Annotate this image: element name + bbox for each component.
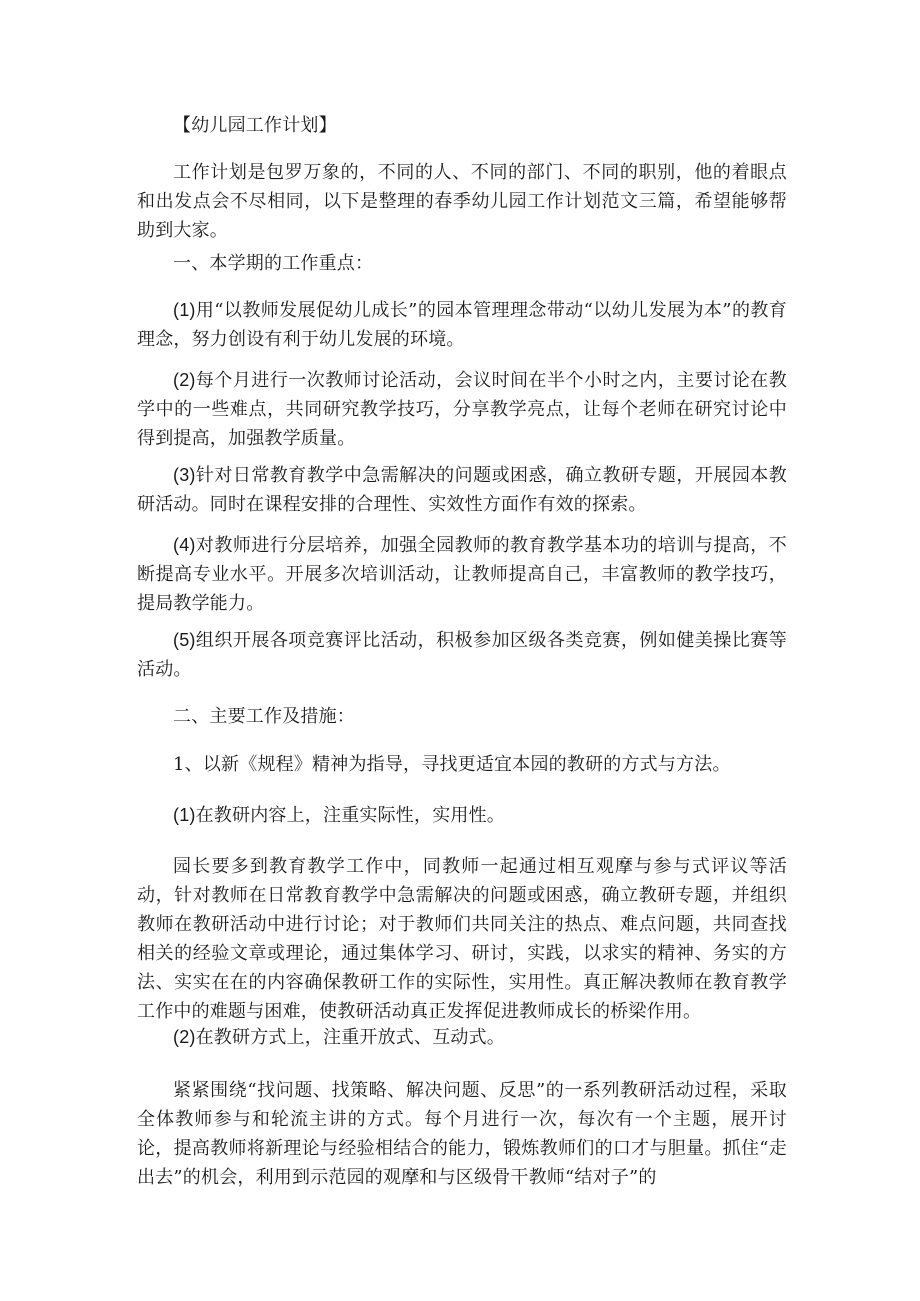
item-text: 每个月进行一次教师讨论活动，会议时间在半个小时之内，主要讨论在教学中的一些难点，共同研究教学技巧，分享教学亮点，让每个老师在研究讨论中得到提高，加强教学质量。 (137, 370, 787, 449)
document-title: 【幼儿园工作计划】 (173, 115, 337, 136)
content-paragraph: 园长要多到教育教学工作中，同教师一起通过相互观摩与参与式评议等活动，针对教师在日常教育教学中急需解决的问题或困惑，确立教研专题，并组织教师在教研活动中进行讨论；对于教师们共同关注的热点、难点问题，共同查找相关的经验文章或理论，通过集体学习、研讨，实践，以求实的精神、务实的方法、实实在在的内容确保教研工作的实际性，实用性。真正解决教师在教育教学工作中的难题与困难，使教研活动真正发挥促进教师成长的桥梁作用。 (137, 856, 787, 1022)
item-text: 用“以教师发展促幼儿成长”的园本管理理念带动“以幼儿发展为本”的教育理念，努力创设有利于幼儿发展的环境。 (137, 300, 787, 350)
section-heading-1: 一、本学期的工作重点： (173, 253, 374, 274)
sub-heading-1: 1、以新《规程》精神为指导，寻找更适宜本园的教研的方式与方法。 (173, 754, 731, 775)
item-text: 在教研内容上，注重实际性，实用性。 (195, 805, 506, 826)
list-item (137, 1023, 787, 1052)
item-number: (5) (173, 630, 196, 650)
item-text: 在教研方式上，注重开放式、互动式。 (195, 1027, 506, 1048)
intro-paragraph: 工作计划是包罗万象的，不同的人、不同的部门、不同的职别，他的着眼点和出发点会不尽相同，以下是整理的春季幼儿园工作计划范文三篇，希望能够帮助到大家。 (137, 162, 787, 241)
list-item (137, 461, 787, 519)
item-number: (1) (173, 300, 196, 320)
item-text: 对教师进行分层培养，加强全园教师的教育教学基本功的培训与提高，不断提高专业水平。开展多次培训活动，让教师提高自己，丰富教师的教学技巧，提局教学能力。 (137, 535, 787, 614)
item-number: (1) (173, 805, 196, 825)
item-text: 组织开展各项竞赛评比活动，积极参加区级各类竞赛，例如健美操比赛等活动。 (137, 630, 787, 680)
item-number: (2) (173, 1027, 196, 1047)
method-paragraph: 紧紧围绕“找问题、找策略、解决问题、反思”的一系列教研活动过程，采取全体教师参与和轮流主讲的方式。每个月进行一次，每次有一个主题，展开讨论，提高教师将新理论与经验相结合的能力，锻炼教师们的口才与胆量。抓住“走出去”的机会，利用到示范园的观摩和与区级骨干教师“结对子”的 (137, 1080, 787, 1188)
list-item (137, 366, 787, 453)
list-item (137, 626, 787, 684)
item-number: (2) (173, 370, 196, 390)
section-heading-2: 二、主要工作及措施： (173, 706, 355, 727)
item-text: 针对日常教育教学中急需解决的问题或困惑，确立教研专题，开展园本教研活动。同时在课程安排的合理性、实效性方面作有效的探索。 (137, 465, 787, 515)
list-item (137, 801, 787, 830)
item-number: (4) (173, 535, 196, 555)
item-number: (3) (173, 465, 196, 485)
list-item (137, 531, 787, 618)
list-item (137, 296, 787, 354)
